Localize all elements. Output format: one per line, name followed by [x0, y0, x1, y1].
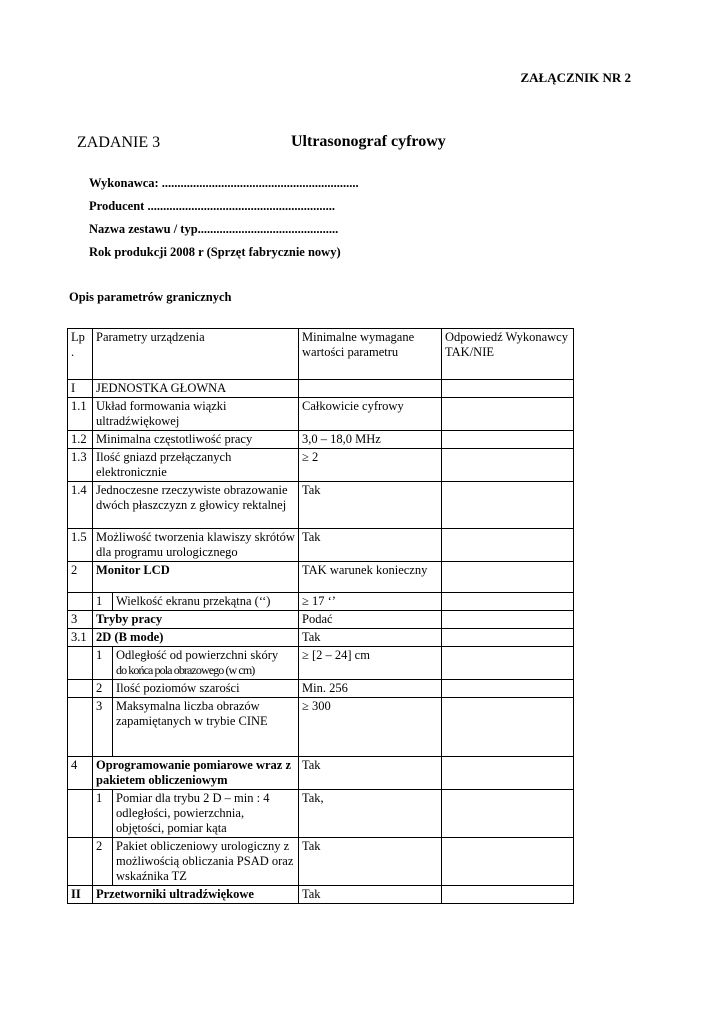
- row-param: Wielkość ekranu przekątna (‘‘): [113, 593, 299, 611]
- row-min: Tak: [299, 838, 442, 886]
- table-row: [68, 593, 574, 611]
- row-min: Tak: [299, 629, 442, 647]
- row-lp: [68, 698, 93, 757]
- task-label: ZADANIE 3: [77, 134, 161, 151]
- table-row: [68, 431, 574, 449]
- row-param: Przetworniki ultradźwiękowe: [93, 886, 299, 904]
- document-title: Ultrasonograf cyfrowy: [291, 133, 446, 150]
- row-lp: [68, 593, 93, 611]
- response-cell[interactable]: [442, 380, 574, 398]
- response-cell[interactable]: [442, 431, 574, 449]
- table-row: [68, 647, 574, 680]
- table-row: [68, 380, 574, 398]
- row-param: Minimalna częstotliwość pracy: [93, 431, 299, 449]
- response-cell[interactable]: [442, 611, 574, 629]
- row-lp: 4: [68, 757, 93, 790]
- header-min: Minimalne wymagane wartości parametru: [299, 329, 442, 380]
- row-param: Ilość poziomów szarości: [113, 680, 299, 698]
- section-title: Opis parametrów granicznych: [69, 290, 232, 304]
- row-param: Monitor LCD: [93, 562, 299, 593]
- row-param: Jednoczesne rzeczywiste obrazowanie dwóch płaszczyzn z głowicy rektalnej: [93, 482, 299, 529]
- row-lp: 1.2: [68, 431, 93, 449]
- table-row: [68, 790, 574, 838]
- row-param-line: do końca pola obrazowego (w cm): [116, 663, 255, 677]
- response-cell[interactable]: [442, 680, 574, 698]
- row-lp: [68, 790, 93, 838]
- table-row: [68, 757, 574, 790]
- row-min: Tak: [299, 529, 442, 562]
- table-row: [68, 562, 574, 593]
- response-cell[interactable]: [442, 449, 574, 482]
- header-lp: Lp .: [68, 329, 93, 380]
- row-param-line: Odległość od powierzchni skóry: [116, 648, 279, 662]
- row-lp: [68, 838, 93, 886]
- row-min: Tak: [299, 482, 442, 529]
- row-lp: 1.5: [68, 529, 93, 562]
- row-param: Możliwość tworzenia klawiszy skrótów dla programu urologicznego: [93, 529, 299, 562]
- response-cell[interactable]: [442, 698, 574, 757]
- row-min: Tak: [299, 886, 442, 904]
- row-sub-number: 2: [93, 838, 113, 886]
- row-param: Pakiet obliczeniowy urologiczny z możliwością obliczania PSAD oraz wskaźnika TZ: [113, 838, 299, 886]
- row-lp: 3: [68, 611, 93, 629]
- set-name-line: Nazwa zestawu / typ.............................................: [89, 222, 339, 236]
- table-row: [68, 838, 574, 886]
- annex-label: ZAŁĄCZNIK NR 2: [520, 70, 631, 85]
- response-cell[interactable]: [442, 757, 574, 790]
- row-param: Pomiar dla trybu 2 D – min : 4 odległości, powierzchnia, objętości, pomiar kąta: [113, 790, 299, 838]
- table-row: [68, 529, 574, 562]
- row-lp: 1.4: [68, 482, 93, 529]
- table-row: [68, 449, 574, 482]
- row-param: JEDNOSTKA GŁOWNA: [93, 380, 299, 398]
- response-cell[interactable]: [442, 398, 574, 431]
- row-min: ≥ [2 – 24] cm: [299, 647, 442, 680]
- row-min: [299, 380, 442, 398]
- row-min: ≥ 300: [299, 698, 442, 757]
- row-param: Ilość gniazd przełączanych elektronicznie: [93, 449, 299, 482]
- row-lp: 1.1: [68, 398, 93, 431]
- table-row: [68, 611, 574, 629]
- header-param: Parametry urządzenia: [93, 329, 299, 380]
- row-min: Tak,: [299, 790, 442, 838]
- row-param: Maksymalna liczba obrazów zapamiętanych w trybie CINE: [113, 698, 299, 757]
- row-min: TAK warunek konieczny: [299, 562, 442, 593]
- row-param: Oprogramowanie pomiarowe wraz z pakietem obliczeniowym: [93, 757, 299, 790]
- row-min: Min. 256: [299, 680, 442, 698]
- response-cell[interactable]: [442, 593, 574, 611]
- row-min: Tak: [299, 757, 442, 790]
- production-year-line: Rok produkcji 2008 r (Sprzęt fabrycznie nowy): [89, 245, 341, 259]
- response-cell[interactable]: [442, 562, 574, 593]
- row-lp: [68, 680, 93, 698]
- row-lp: 3.1: [68, 629, 93, 647]
- row-param: Tryby pracy: [93, 611, 299, 629]
- response-cell[interactable]: [442, 790, 574, 838]
- response-cell[interactable]: [442, 529, 574, 562]
- row-sub-number: 2: [93, 680, 113, 698]
- row-sub-number: 1: [93, 790, 113, 838]
- response-cell[interactable]: [442, 629, 574, 647]
- row-sub-number: 1: [93, 593, 113, 611]
- contractor-line: Wykonawca: ...............................................................: [89, 176, 359, 190]
- row-sub-number: 3: [93, 698, 113, 757]
- row-min: Podać: [299, 611, 442, 629]
- row-lp: 1.3: [68, 449, 93, 482]
- table-header-row: [68, 329, 574, 380]
- row-min: ≥ 2: [299, 449, 442, 482]
- table-row: [68, 680, 574, 698]
- row-sub-number: 1: [93, 647, 113, 680]
- row-lp: [68, 647, 93, 680]
- row-param: Układ formowania wiązki ultradźwiękowej: [93, 398, 299, 431]
- table-row: [68, 698, 574, 757]
- row-param: [113, 647, 299, 680]
- table-row: [68, 482, 574, 529]
- row-lp: II: [68, 886, 93, 904]
- table-row: [68, 629, 574, 647]
- producer-line: Producent ............................................................: [89, 199, 335, 213]
- row-min: Całkowicie cyfrowy: [299, 398, 442, 431]
- row-lp: 2: [68, 562, 93, 593]
- parameters-table: [67, 328, 574, 904]
- table-row: [68, 886, 574, 904]
- row-min: ≥ 17 ‘’: [299, 593, 442, 611]
- row-min: 3,0 – 18,0 MHz: [299, 431, 442, 449]
- response-cell[interactable]: [442, 886, 574, 904]
- response-cell[interactable]: [442, 647, 574, 680]
- response-cell[interactable]: [442, 838, 574, 886]
- row-param: 2D (B mode): [93, 629, 299, 647]
- response-cell[interactable]: [442, 482, 574, 529]
- table-row: [68, 398, 574, 431]
- header-resp: Odpowiedź Wykonawcy TAK/NIE: [442, 329, 574, 380]
- row-lp: I: [68, 380, 93, 398]
